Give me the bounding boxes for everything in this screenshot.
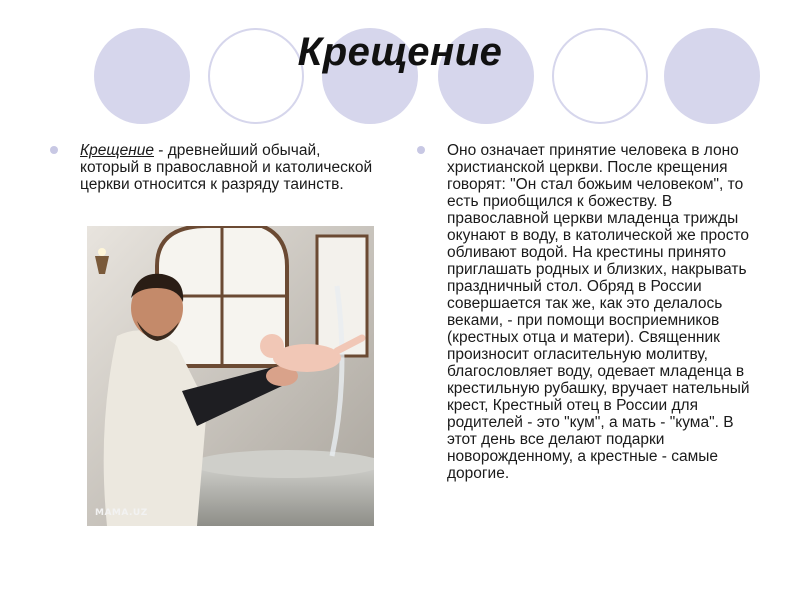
- left-column: [50, 142, 380, 193]
- bullet-icon: [50, 146, 58, 154]
- bullet-icon: [417, 146, 425, 154]
- right-bullet-item: [417, 142, 757, 482]
- left-bullet-item: [50, 142, 380, 193]
- slide-title: Крещение: [297, 30, 503, 74]
- left-text: - древнейший обычай, который в православной и католической церкви относится к разряду таинств.: [80, 142, 373, 193]
- photo-watermark: MAMA.UZ: [95, 508, 148, 518]
- baptism-illustration: [87, 226, 374, 526]
- right-text: Оно означает принятие человека в лоно христианской церкви. После крещения говорят: "Он стал божьим человеком", то есть приобщился к божеству. В православной церкви младенца трижды окунают в воду, в католической же просто обливают водой. На крестины принято приглашать родных и близких, накрывать праздничный стол. Обряд в России совершается так же, как это делалось веками, - при помощи восприемников (крестных отца и матери). Священник произносит огласительную молитву, благословляет воду, одевает младенца в крестильную рубашку, вручает нательный крест, Крестный отец в России для родителей - это "кум", а мать - "кума". В этот день все делают подарки новорожденному, а крестные - самые дорогие.: [447, 142, 750, 482]
- baptism-photo: [87, 226, 374, 526]
- right-column: [417, 142, 757, 482]
- term-link[interactable]: Крещение: [80, 142, 154, 159]
